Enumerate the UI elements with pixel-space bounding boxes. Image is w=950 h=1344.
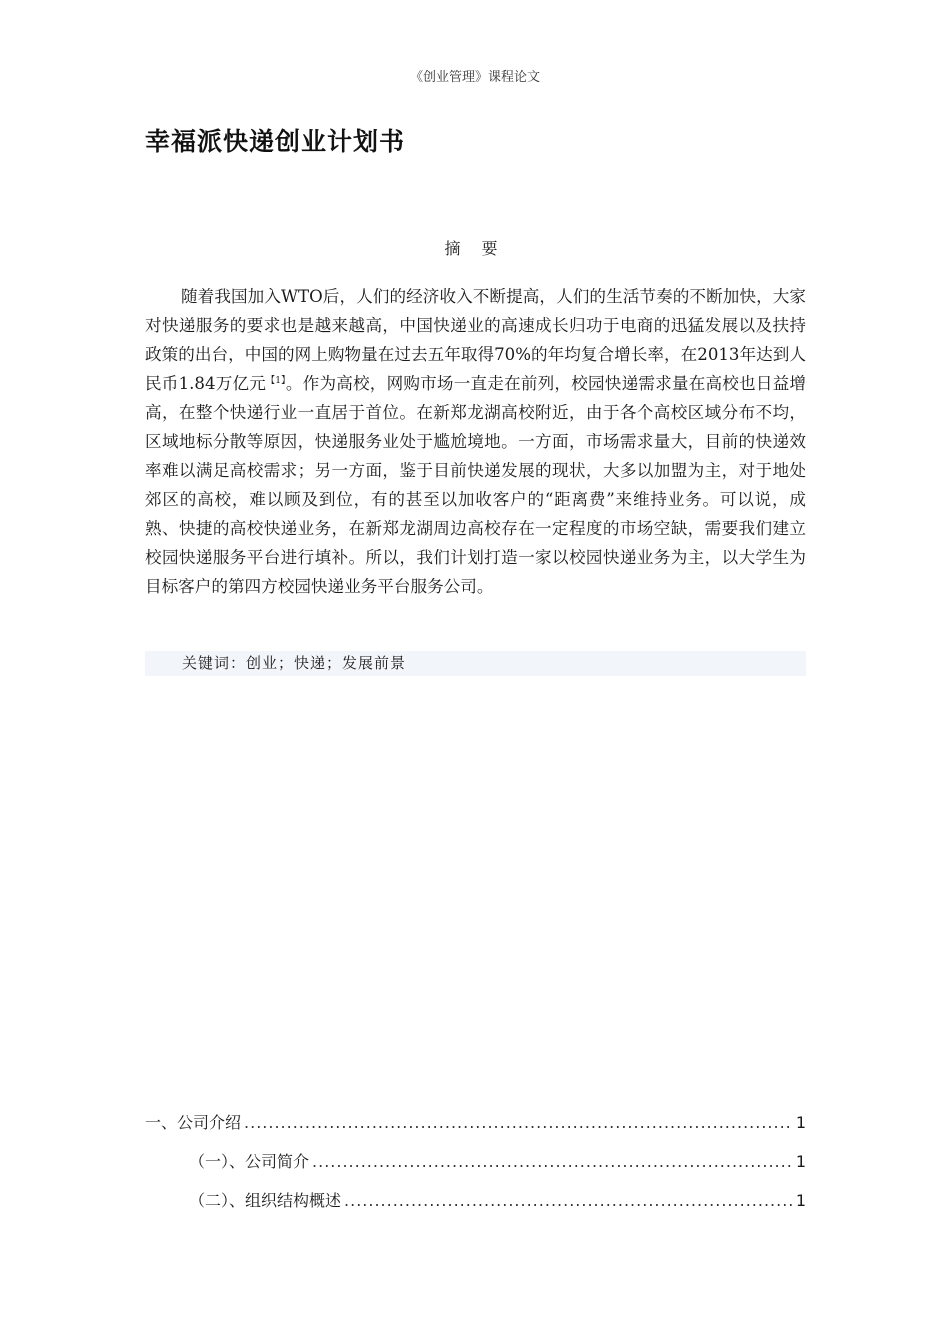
toc-dot-leader: [312, 1149, 793, 1175]
toc-page-number: 1: [795, 1113, 806, 1132]
toc-dot-leader: [344, 1188, 793, 1214]
toc-entry-company-profile[interactable]: [145, 1149, 806, 1188]
running-header: 《创业管理》课程论文: [409, 70, 540, 85]
document-title: 幸福派快递创业计划书: [145, 127, 406, 156]
citation-reference[interactable]: 【1】: [266, 376, 286, 386]
toc-entry-company-intro[interactable]: [145, 1110, 806, 1149]
toc-entry-label: （一）、公司简介: [189, 1152, 310, 1171]
abstract-text-part-1: 随着我国加入WTO后，人们的经济收入不断提高，人们的生活节奏的不断加快，大家对快递服务的要求也是越来越高，中国快递业的高速成长归功于电商的迅猛发展以及扶持政策的出台，中国的网上购物量在过去五年取得70%的年均复合增长率，在2013年达到人民币1.84万亿元: [145, 287, 806, 393]
toc-entry-label: 一、公司介绍: [145, 1113, 242, 1132]
keywords-line: 关键词：创业；快递；发展前景: [145, 651, 806, 676]
table-of-contents: [145, 1110, 806, 1227]
toc-entry-org-structure[interactable]: [145, 1188, 806, 1227]
abstract-heading: 摘 要: [444, 239, 506, 258]
toc-page-number: 1: [795, 1152, 806, 1171]
abstract-body: [145, 282, 806, 601]
toc-page-number: 1: [795, 1191, 806, 1210]
toc-entry-label: （二）、组织结构概述: [189, 1191, 342, 1210]
toc-dot-leader: [244, 1110, 793, 1136]
abstract-text-part-2: 。作为高校，网购市场一直走在前列，校园快递需求量在高校也日益增高，在整个快递行业一直居于首位。在新郑龙湖高校附近，由于各个高校区域分布不均，区域地标分散等原因，快递服务业处于尴尬境地。一方面，市场需求量大，目前的快递效率难以满足高校需求；另一方面，鉴于目前快递发展的现状，大多以加盟为主，对于地处郊区的高校，难以顾及到位，有的甚至以加收客户的“距离费”来维持业务。可以说，成熟、快捷的高校快递业务，在新郑龙湖周边高校存在一定程度的市场空缺，需要我们建立校园快递服务平台进行填补。所以，我们计划打造一家以校园快递业务为主，以大学生为目标客户的第四方校园快递业务平台服务公司。: [145, 374, 807, 596]
